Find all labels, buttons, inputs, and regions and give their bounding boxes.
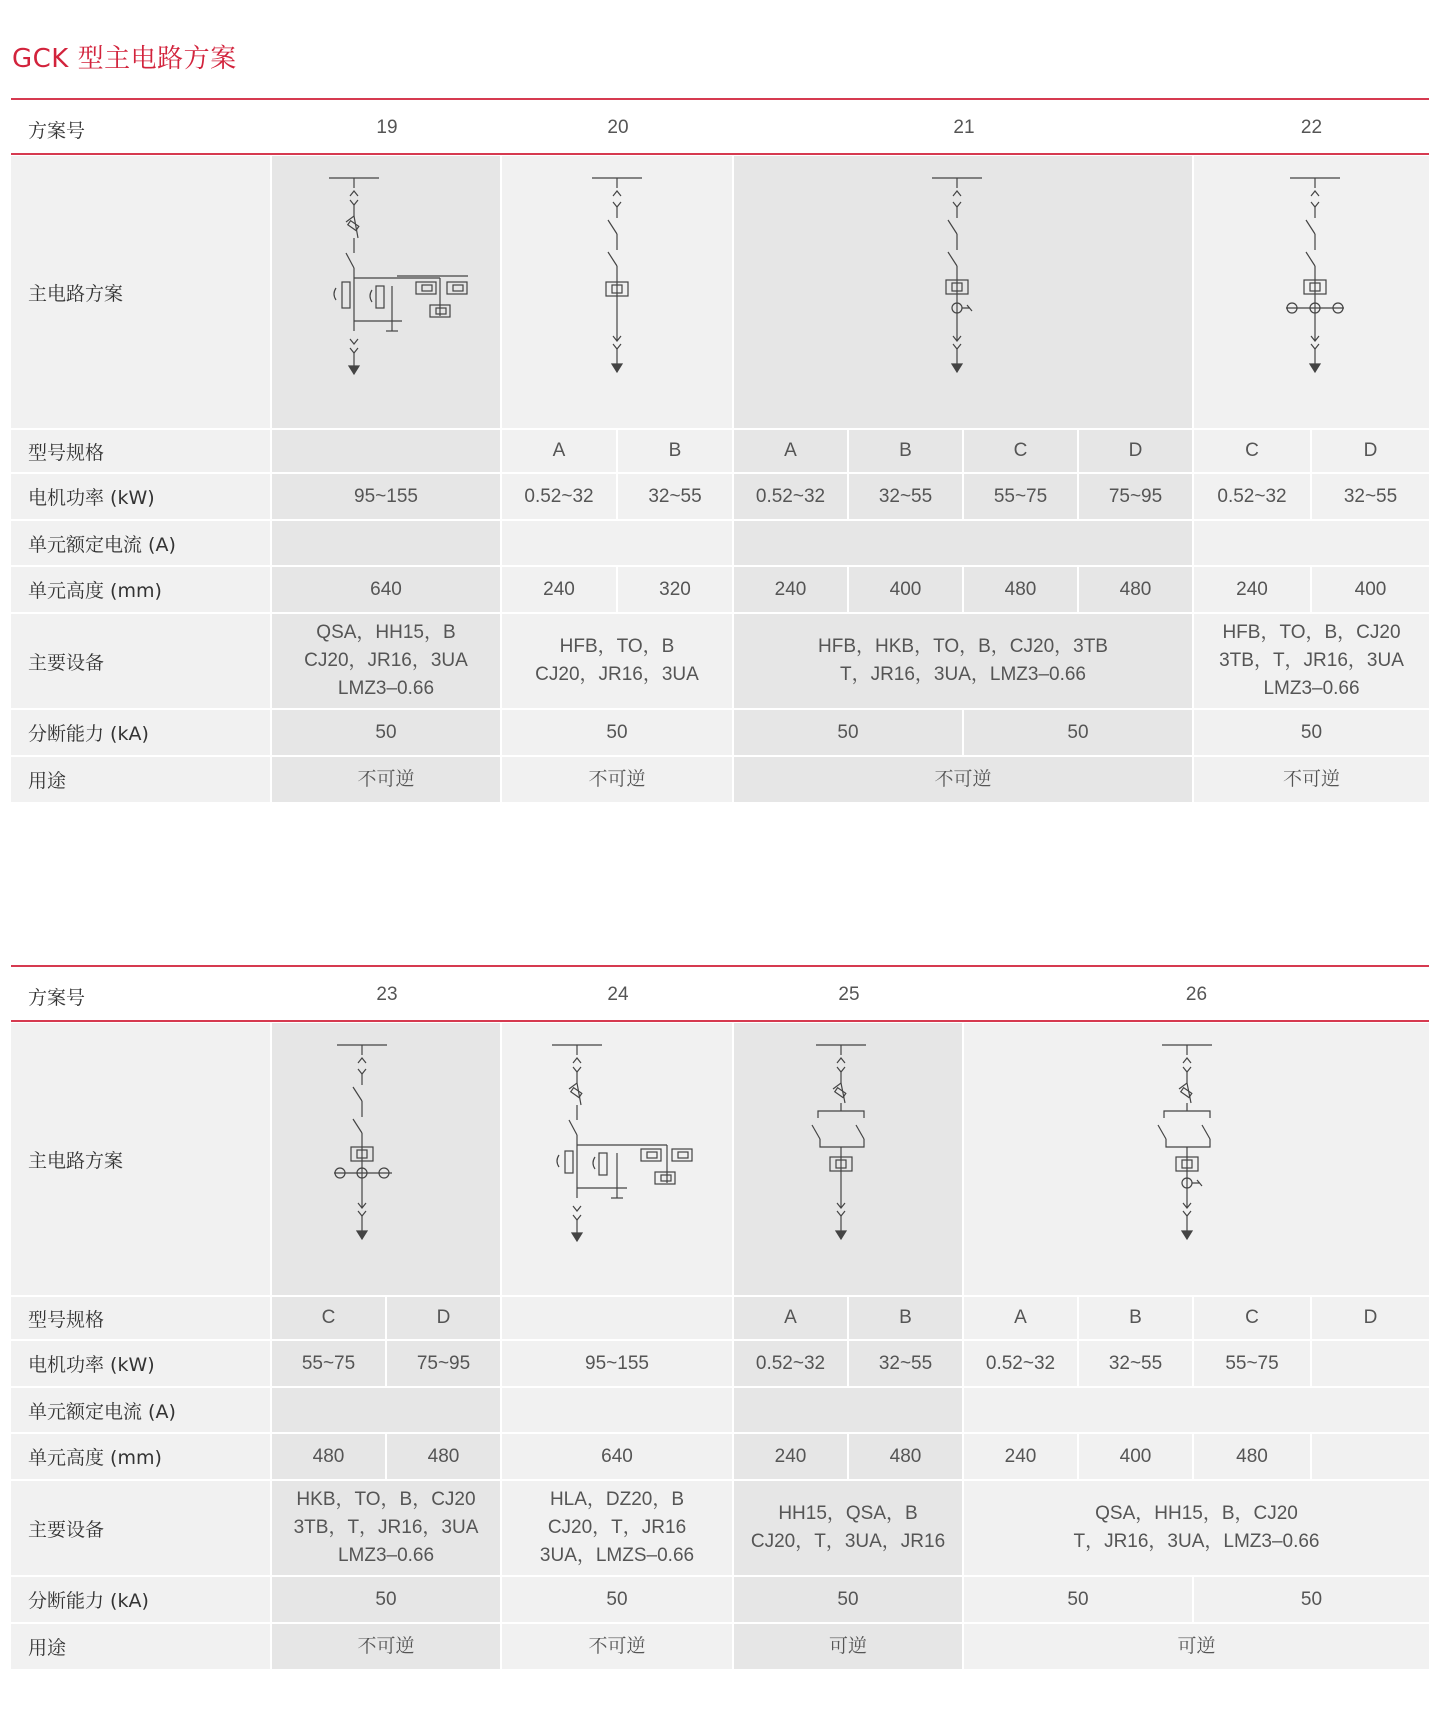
motor-power-cell: 0.52~32 (734, 1341, 847, 1386)
table-top-rule (11, 98, 1429, 100)
row-label-motor-power: 电机功率 (kW) (28, 1354, 155, 1376)
motor-power-cell: 55~75 (272, 1341, 385, 1386)
motor-power-cell: 95~155 (272, 474, 500, 519)
table-header-rule (11, 1020, 1429, 1022)
page-title: GCK 型主电路方案 (12, 44, 237, 74)
motor-power-cell: 75~95 (387, 1341, 500, 1386)
usage-cell: 可逆 (734, 1624, 962, 1669)
row-label-motor-power: 电机功率 (kW) (28, 487, 155, 509)
breaking-cell: 50 (502, 710, 732, 755)
scheme-number: 23 (376, 984, 398, 1005)
motor-power-cell: 55~75 (1194, 1341, 1310, 1386)
scheme-number: 25 (838, 984, 860, 1005)
circuit-diagram-22 (1194, 156, 1429, 428)
motor-power-cell: 95~155 (502, 1341, 732, 1386)
usage-cell: 不可逆 (272, 757, 500, 802)
table-top-rule (11, 965, 1429, 967)
scheme-number: 26 (1185, 984, 1208, 1005)
motor-power-cell: 32~55 (849, 1341, 962, 1386)
row-label-usage: 用途 (28, 770, 67, 792)
motor-power-cell: 0.52~32 (502, 474, 616, 519)
breaking-cell: 50 (1194, 1577, 1429, 1622)
rated-current-cell (502, 1388, 732, 1432)
unit-height-cell: 240 (964, 1434, 1077, 1479)
scheme-number: 22 (1300, 117, 1323, 138)
model-spec-cell: C (1194, 430, 1310, 472)
motor-power-cell: 0.52~32 (1194, 474, 1310, 519)
unit-height-cell: 640 (272, 567, 500, 612)
model-spec-cell: D (1079, 430, 1192, 472)
equipment-cell: HKB，TO，B，CJ20 3TB，T，JR16，3UA LMZ3–0.66 (272, 1481, 500, 1575)
unit-height-cell: 400 (1079, 1434, 1192, 1479)
model-spec-cell: C (964, 430, 1077, 472)
model-spec-cell: A (734, 430, 847, 472)
model-spec-cell: C (1194, 1297, 1310, 1339)
row-label-scheme-no: 方案号 (28, 120, 86, 142)
unit-height-cell: 320 (618, 567, 732, 612)
breaking-cell: 50 (272, 1577, 500, 1622)
usage-cell: 不可逆 (272, 1624, 500, 1669)
breaking-cell: 50 (1194, 710, 1429, 755)
circuit-diagram-26 (964, 1023, 1429, 1295)
equipment-cell: QSA，HH15，B，CJ20 T，JR16，3UA，LMZ3–0.66 (964, 1481, 1429, 1575)
unit-height-cell: 240 (502, 567, 616, 612)
model-spec-cell: A (964, 1297, 1077, 1339)
model-spec-cell: D (387, 1297, 500, 1339)
breaking-cell: 50 (734, 710, 962, 755)
unit-height-cell: 400 (1312, 567, 1429, 612)
row-label-main-equipment: 主要设备 (28, 651, 105, 674)
row-label-main-circuit: 主电路方案 (28, 282, 124, 305)
motor-power-cell: 32~55 (618, 474, 732, 519)
model-spec-cell: B (1079, 1297, 1192, 1339)
unit-height-cell: 240 (1194, 567, 1310, 612)
rated-current-cell (964, 1388, 1429, 1432)
scheme-table-2 (11, 965, 1429, 1675)
unit-height-cell: 480 (272, 1434, 385, 1479)
model-spec-cell (272, 430, 500, 472)
usage-cell: 不可逆 (502, 1624, 732, 1669)
unit-height-cell: 480 (964, 567, 1077, 612)
circuit-diagram-25 (734, 1023, 962, 1295)
row-label-scheme-no: 方案号 (28, 987, 86, 1009)
row-label-main-equipment: 主要设备 (28, 1518, 105, 1541)
motor-power-cell: 32~55 (1312, 474, 1429, 519)
table-header-rule (11, 153, 1429, 155)
model-spec-cell: C (272, 1297, 385, 1339)
model-spec-cell: D (1312, 430, 1429, 472)
motor-power-cell (1312, 1341, 1429, 1386)
usage-cell: 不可逆 (1194, 757, 1429, 802)
row-label-rated-current: 单元额定电流 (A) (28, 533, 176, 556)
row-label-breaking-capacity: 分断能力 (kA) (28, 1590, 149, 1612)
scheme-number: 21 (953, 117, 975, 138)
unit-height-cell: 400 (849, 567, 962, 612)
breaking-cell: 50 (734, 1577, 962, 1622)
rated-current-cell (502, 521, 732, 565)
motor-power-cell: 0.52~32 (734, 474, 847, 519)
equipment-cell: HFB，TO，B CJ20，JR16，3UA (502, 614, 732, 708)
scheme-number: 24 (607, 984, 629, 1005)
unit-height-cell: 240 (734, 567, 847, 612)
row-label-model-spec: 型号规格 (28, 441, 105, 464)
circuit-diagram-21 (734, 156, 1192, 428)
motor-power-cell: 32~55 (1079, 1341, 1192, 1386)
model-spec-cell: A (734, 1297, 847, 1339)
model-spec-cell (502, 1297, 732, 1339)
row-label-breaking-capacity: 分断能力 (kA) (28, 723, 149, 745)
unit-height-cell: 480 (387, 1434, 500, 1479)
rated-current-cell (272, 521, 500, 565)
breaking-cell: 50 (502, 1577, 732, 1622)
unit-height-cell: 640 (502, 1434, 732, 1479)
row-label-main-circuit: 主电路方案 (28, 1149, 124, 1172)
usage-cell: 不可逆 (502, 757, 732, 802)
unit-height-cell: 480 (1079, 567, 1192, 612)
row-label-unit-height: 单元高度 (mm) (28, 580, 162, 602)
equipment-cell: HLA，DZ20，B CJ20，T，JR16 3UA，LMZS–0.66 (502, 1481, 732, 1575)
motor-power-cell: 0.52~32 (964, 1341, 1077, 1386)
unit-height-cell: 480 (849, 1434, 962, 1479)
model-spec-cell: A (502, 430, 616, 472)
circuit-diagram-19 (272, 156, 500, 428)
row-label-usage: 用途 (28, 1637, 67, 1659)
circuit-diagram-23 (272, 1023, 500, 1295)
rated-current-cell (1194, 521, 1429, 565)
motor-power-cell: 32~55 (849, 474, 962, 519)
rated-current-cell (734, 521, 1192, 565)
circuit-diagram-24 (502, 1023, 732, 1295)
unit-height-cell (1312, 1434, 1429, 1479)
motor-power-cell: 55~75 (964, 474, 1077, 519)
row-label-unit-height: 单元高度 (mm) (28, 1447, 162, 1469)
unit-height-cell: 480 (1194, 1434, 1310, 1479)
unit-height-cell: 240 (734, 1434, 847, 1479)
rated-current-cell (734, 1388, 962, 1432)
usage-cell: 可逆 (964, 1624, 1429, 1669)
row-label-rated-current: 单元额定电流 (A) (28, 1400, 176, 1423)
breaking-cell: 50 (964, 710, 1192, 755)
circuit-diagram-20 (502, 156, 732, 428)
breaking-cell: 50 (272, 710, 500, 755)
equipment-cell: HFB，TO，B，CJ20 3TB，T，JR16，3UA LMZ3–0.66 (1194, 614, 1429, 708)
breaking-cell: 50 (964, 1577, 1192, 1622)
usage-cell: 不可逆 (734, 757, 1192, 802)
row-label-model-spec: 型号规格 (28, 1308, 105, 1331)
model-spec-cell: B (849, 430, 962, 472)
equipment-cell: QSA，HH15，B CJ20，JR16，3UA LMZ3–0.66 (272, 614, 500, 708)
equipment-cell: HFB，HKB，TO，B，CJ20，3TB T，JR16，3UA，LMZ3–0.66 (734, 614, 1192, 708)
model-spec-cell: D (1312, 1297, 1429, 1339)
motor-power-cell: 75~95 (1079, 474, 1192, 519)
equipment-cell: HH15，QSA，B CJ20，T，3UA，JR16 (734, 1481, 962, 1575)
scheme-number: 19 (376, 117, 398, 138)
scheme-number: 20 (607, 117, 629, 138)
rated-current-cell (272, 1388, 500, 1432)
model-spec-cell: B (618, 430, 732, 472)
model-spec-cell: B (849, 1297, 962, 1339)
scheme-table-1 (11, 98, 1429, 808)
